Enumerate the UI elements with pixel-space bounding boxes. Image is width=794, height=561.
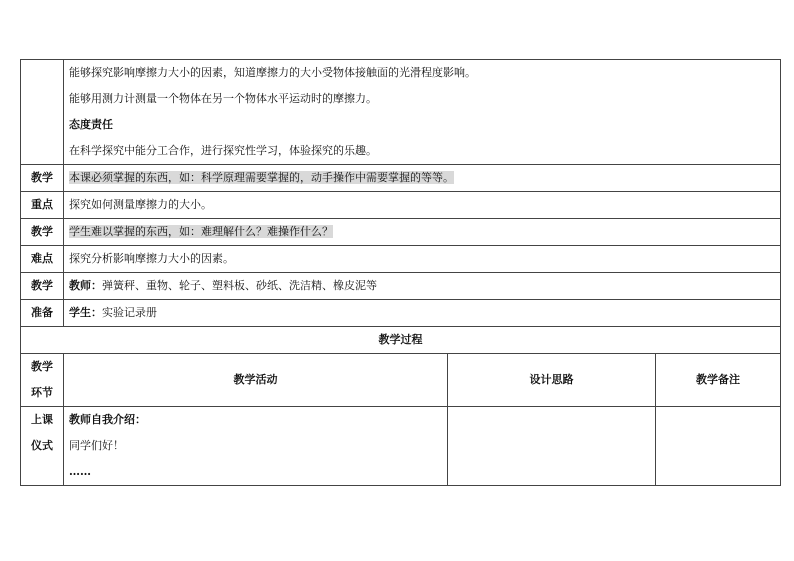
key-points-hint: 本课必须掌握的东西，如：科学原理需要掌握的，动手操作中需要掌握的等等。 — [69, 171, 454, 184]
row1-greeting: 同学们好！ — [69, 439, 124, 452]
student-materials: 实验记录册 — [102, 306, 157, 319]
row1-ellipsis: …… — [69, 465, 91, 478]
row1-stage-label-2: 仪式 — [31, 439, 53, 452]
col-stage-label-2: 环节 — [31, 386, 53, 399]
teacher-label: 教师： — [69, 279, 102, 292]
student-label: 学生： — [69, 306, 102, 319]
lesson-plan-table — [20, 59, 781, 486]
col-activity-header: 教学活动 — [64, 354, 448, 407]
key-points-label-2: 重点 — [21, 192, 64, 219]
attitude-text: 在科学探究中能分工合作，进行探究性学习，体验探究的乐趣。 — [69, 144, 377, 157]
attitude-heading: 态度责任 — [69, 118, 113, 131]
process-row-opening — [21, 407, 781, 486]
key-points-row-1 — [21, 165, 781, 192]
difficulties-text: 探究分析影响摩擦力大小的因素。 — [64, 246, 781, 273]
process-title: 教学过程 — [21, 327, 781, 354]
preparation-label-1: 教学 — [21, 273, 64, 300]
col-stage-label-1: 教学 — [31, 360, 53, 373]
difficulties-label-1: 教学 — [21, 219, 64, 246]
preparation-teacher — [64, 273, 781, 300]
preparation-student — [64, 300, 781, 327]
process-title-row — [21, 327, 781, 354]
row1-design — [448, 407, 656, 486]
key-points-hint-cell — [64, 165, 781, 192]
difficulties-hint: 学生难以掌握的东西，如：难理解什么？难操作什么？ — [69, 225, 333, 238]
objectives-content — [64, 60, 781, 165]
preparation-label-2: 准备 — [21, 300, 64, 327]
difficulties-row-1 — [21, 219, 781, 246]
preparation-row-1 — [21, 273, 781, 300]
col-design-header: 设计思路 — [448, 354, 656, 407]
objective-line-2: 能够用测力计测量一个物体在另一个物体水平运动时的摩擦力。 — [69, 92, 377, 105]
col-stage-header — [21, 354, 64, 407]
objectives-row — [21, 60, 781, 165]
row1-activity — [64, 407, 448, 486]
key-points-label-1: 教学 — [21, 165, 64, 192]
process-header-row — [21, 354, 781, 407]
key-points-row-2 — [21, 192, 781, 219]
objectives-label-cell — [21, 60, 64, 165]
row1-stage-label-1: 上课 — [31, 413, 53, 426]
row1-stage — [21, 407, 64, 486]
difficulties-row-2 — [21, 246, 781, 273]
row1-notes — [656, 407, 781, 486]
difficulties-label-2: 难点 — [21, 246, 64, 273]
preparation-row-2 — [21, 300, 781, 327]
row1-heading: 教师自我介绍： — [69, 413, 146, 426]
teacher-materials: 弹簧秤、重物、轮子、塑料板、砂纸、洗洁精、橡皮泥等 — [102, 279, 377, 292]
objective-line-1: 能够探究影响摩擦力大小的因素，知道摩擦力的大小受物体接触面的光滑程度影响。 — [69, 66, 476, 79]
col-notes-header: 教学备注 — [656, 354, 781, 407]
key-points-text: 探究如何测量摩擦力的大小。 — [64, 192, 781, 219]
difficulties-hint-cell — [64, 219, 781, 246]
